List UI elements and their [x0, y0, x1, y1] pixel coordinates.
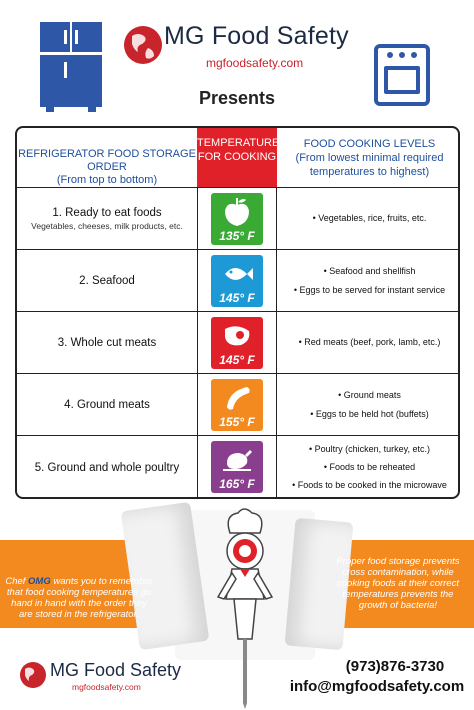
- level-item: • Foods to be cooked in the microwave: [292, 480, 447, 490]
- category-name: 1. Ready to eat foods: [52, 206, 162, 219]
- temperature-value: 135° F: [219, 229, 255, 243]
- temperature-cell: [197, 188, 277, 250]
- temperature-cell: [197, 312, 277, 374]
- cooking-levels: [279, 250, 460, 311]
- cooking-levels: [279, 312, 460, 373]
- level-item: • Eggs to be held hot (buffets): [310, 408, 429, 419]
- sausage-icon: [221, 383, 253, 413]
- temperature-value: 145° F: [219, 291, 255, 305]
- food-category: [17, 374, 197, 435]
- chef-name: OMG: [28, 576, 51, 587]
- temperature-badge: [211, 193, 263, 245]
- level-item: • Foods to be reheated: [323, 462, 416, 472]
- category-name: 2. Seafood: [79, 274, 135, 287]
- storage-message: Proper food storage prevents cross contamination, while cooking foods at their correct temperatures prevents the growth of bacteria!: [336, 556, 460, 611]
- temperature-value: 165° F: [219, 477, 255, 491]
- category-name: 4. Ground meats: [64, 398, 150, 411]
- category-name: 3. Whole cut meats: [57, 336, 157, 349]
- food-category: [17, 436, 197, 499]
- globe-logo-icon: [18, 660, 48, 690]
- temperature-value: 155° F: [219, 415, 255, 429]
- brand-name: MG Food Safety: [164, 22, 349, 50]
- level-item: • Vegetables, rice, fruits, etc.: [312, 213, 427, 223]
- temperature-badge: [211, 255, 263, 307]
- cooking-levels: [279, 374, 460, 435]
- temperature-value: 145° F: [219, 353, 255, 367]
- level-item: • Eggs to be served for instant service: [293, 284, 446, 295]
- apple-icon: [221, 197, 253, 227]
- chef-text-post: wants you to remember that food cooking temperatures go hand in hand with the order they are stored in the refrigerator.: [6, 576, 153, 620]
- storage-order-title: REFRIGERATOR FOOD STORAGE ORDER: [18, 148, 196, 173]
- table-row: [17, 312, 460, 374]
- cooking-levels: [279, 436, 460, 499]
- temperature-cell: [197, 436, 277, 498]
- temperature-badge: [211, 317, 263, 369]
- cooking-levels-header: [277, 128, 460, 188]
- table-row: [17, 250, 460, 312]
- category-examples: Vegetables, cheeses, milk products, etc.: [31, 220, 183, 231]
- table-row: [17, 374, 460, 436]
- brand-website: mgfoodsafety.com: [206, 56, 304, 70]
- cooking-levels-title: FOOD COOKING LEVELS: [303, 138, 436, 150]
- fish-icon: [221, 259, 253, 289]
- table-row: [17, 188, 460, 250]
- level-item: • Red meats (beef, pork, lamb, etc.): [298, 337, 441, 347]
- footer-brand-name: MG Food Safety: [50, 660, 182, 680]
- storage-order-subtitle: (From top to bottom): [56, 174, 158, 186]
- presents-heading: Presents: [198, 88, 276, 108]
- table-row: [17, 436, 460, 499]
- footer-website: mgfoodsafety.com: [72, 682, 141, 692]
- steak-icon: [221, 321, 253, 351]
- level-item: • Ground meats: [338, 389, 401, 400]
- chef-thermometer-mascot: [200, 503, 290, 710]
- temperature-badge: [211, 379, 263, 431]
- temperature-cell: [197, 374, 277, 436]
- chicken-icon: [221, 445, 253, 475]
- storage-order-header: [17, 128, 197, 188]
- level-item: • Poultry (chicken, turkey, etc.): [308, 444, 431, 454]
- email-address: info@mgfoodsafety.com: [289, 678, 465, 695]
- globe-logo-icon: [122, 24, 164, 66]
- cooking-levels-subtitle: (From lowest minimal required temperatures to highest): [295, 152, 444, 178]
- temperature-badge: [211, 441, 263, 493]
- food-category: [17, 312, 197, 373]
- chef-message: [4, 576, 154, 620]
- food-safety-table: [15, 126, 460, 499]
- temperature-cell: [197, 250, 277, 312]
- food-category: [17, 250, 197, 311]
- cooking-levels: [279, 188, 460, 249]
- chef-text-pre: Chef: [5, 576, 29, 587]
- category-name: 5. Ground and whole poultry: [34, 461, 180, 474]
- level-item: • Seafood and shellfish: [323, 265, 416, 276]
- temperature-header: TEMPERATURE FOR COOKING: [197, 128, 277, 188]
- food-category: [17, 188, 197, 249]
- phone-number: (973)876-3730: [345, 658, 445, 675]
